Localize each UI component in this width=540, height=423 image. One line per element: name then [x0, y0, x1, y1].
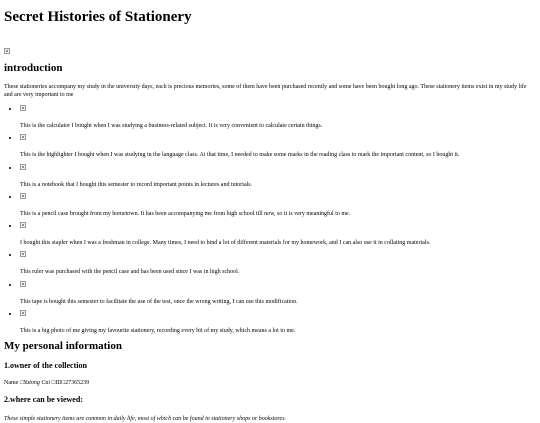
broken-image-icon — [4, 48, 10, 54]
hero-image-container — [4, 41, 536, 49]
list-item — [20, 222, 536, 251]
owner-id: □ID□27365239 — [50, 380, 90, 387]
introduction-text: These stationeries accompany my study in the university days, each is precious memories, some of them have been purchased recently and some have been bought long ago. These stationery items exist in my study life and are very important to me — [4, 84, 527, 98]
item-description: • This is a big photo of me giving my favourite stationery, recording every bit of my study, which means a lot to me. — [20, 328, 296, 335]
item-description: • This is the highlighter I bought when I was studying in the language class. At that time, I needed to make some marks in the reading class to mark the important content, so I bought it. — [20, 152, 460, 159]
item-description: • This is a notebook that I bought this semester to record important points in lectures and tutorials. — [20, 181, 253, 188]
item-description: • This is the calculator I bought when I was studying a business-related subject. It is very convenient to calculate certain things. — [20, 123, 323, 129]
introduction-heading: introduction — [4, 62, 63, 74]
list-item — [20, 281, 536, 310]
owner-name: Yutong Cai — [23, 380, 51, 387]
item-description: • This ruler was purchased with the pencil case and has been used since I was in high school. — [20, 269, 240, 276]
owner-info — [4, 379, 536, 387]
owner-prefix: Name □ — [4, 380, 24, 387]
where-text: These simple stationery items are common in daily life, most of which can be found in stationery shops or bookstores. — [4, 416, 287, 423]
broken-image-icon — [20, 281, 26, 287]
item-description: • This is a pencil case brought from my hometown. It has been accompanying me from high school till now, so it is very meaningful to me. — [20, 210, 351, 217]
owner-heading: 1.owner of the collection — [4, 361, 87, 371]
item-description: • I bought this stapler when I was a freshman in college. Many times, I need to bind a lot of different materials for my homework, and I can also use it in collating materials. — [20, 240, 431, 247]
page-title: Secret Histories of Stationery — [4, 9, 192, 25]
where-heading: 2.where can be viewed: — [4, 395, 83, 405]
list-item — [20, 164, 536, 193]
broken-image-icon — [20, 222, 26, 228]
item-description: • This tape is bought this semester to facilitate the use of the test, once the wrong writing, I can use this modification. — [20, 298, 298, 305]
page — [0, 8, 540, 423]
list-item — [20, 193, 536, 222]
broken-image-icon — [20, 164, 26, 170]
list-item — [20, 310, 536, 339]
list-item — [20, 105, 536, 134]
list-item — [20, 251, 536, 280]
broken-image-icon — [20, 251, 26, 257]
stationery-list — [4, 105, 536, 339]
broken-image-icon — [20, 134, 26, 140]
personal-info-heading: My personal information — [4, 340, 122, 353]
broken-image-icon — [20, 105, 26, 111]
broken-image-icon — [20, 193, 26, 199]
list-item — [20, 134, 536, 163]
broken-image-icon — [20, 310, 26, 316]
